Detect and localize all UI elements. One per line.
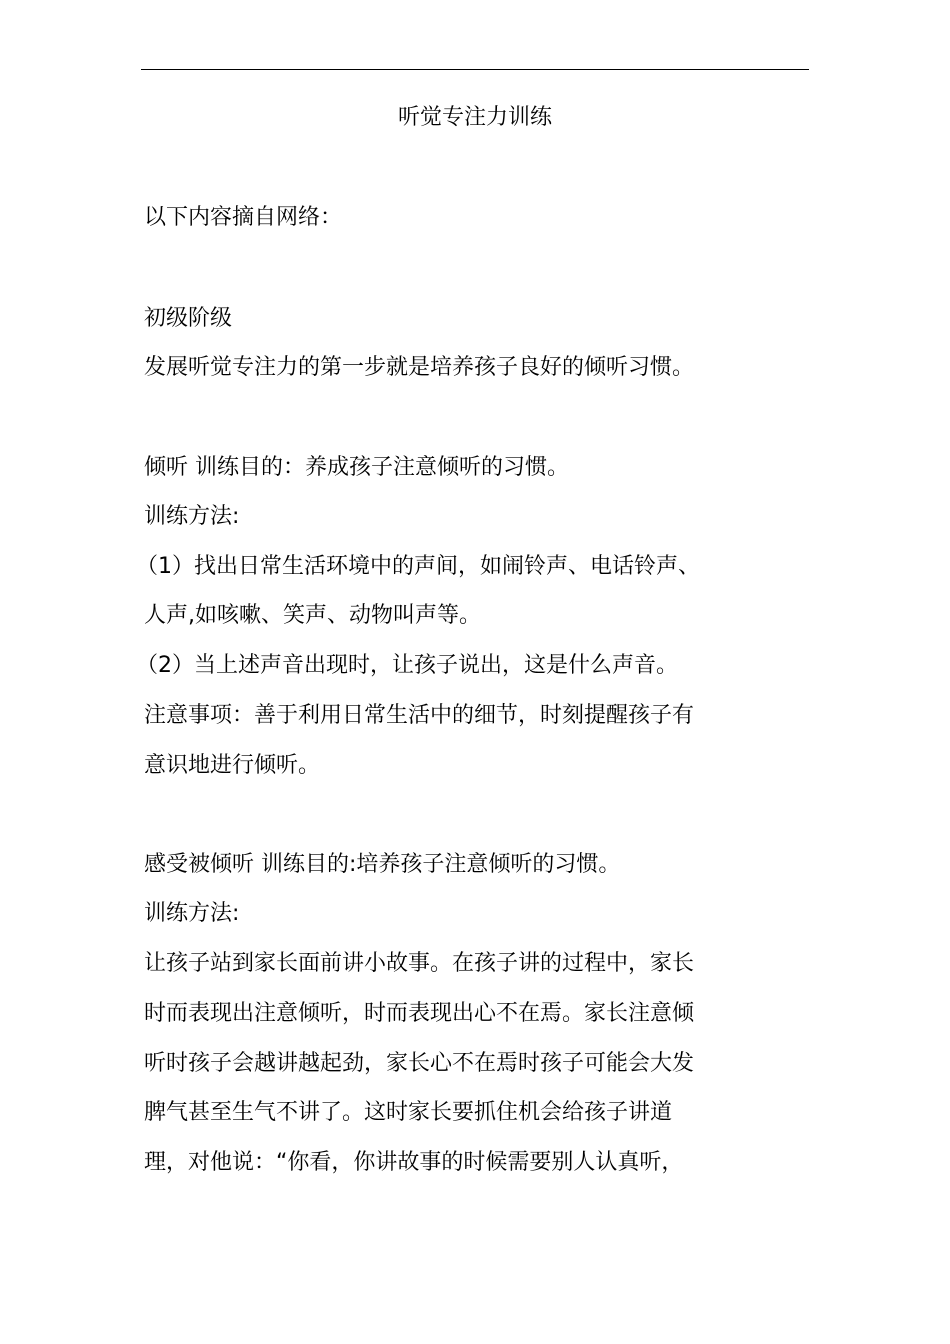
source-note: 以下内容摘自网络：	[144, 205, 343, 230]
section2-heading: 倾听 训练目的：养成孩子注意倾听的习惯。	[144, 455, 569, 480]
section3-body-line: 让孩子站到家长面前讲小故事。在孩子讲的过程中，家长	[144, 951, 695, 976]
section2-note-line2: 意识地进行倾听。	[144, 753, 321, 778]
section3-method-label: 训练方法:	[144, 901, 240, 926]
section1-intro: 发展听觉专注力的第一步就是培养孩子良好的倾听习惯。	[144, 355, 695, 380]
section3-body-line: 时而表现出注意倾听，时而表现出心不在焉。家长注意倾	[144, 1001, 695, 1026]
page-title: 听觉专注力训练	[397, 105, 552, 130]
section2-note-line1: 注意事项：善于利用日常生活中的细节，时刻提醒孩子有	[144, 703, 695, 728]
section2-step1-line1: （1）找出日常生活环境中的声间，如闹铃声、电话铃声、	[136, 554, 700, 579]
section3-body-line: 理，对他说：“你看，你讲故事的时候需要别人认真听，	[144, 1150, 684, 1175]
section1-heading: 初级阶级	[144, 306, 233, 331]
section2-method-label: 训练方法:	[144, 504, 240, 529]
section3-body-line: 听时孩子会越讲越起劲，家长心不在焉时孩子可能会大发	[144, 1051, 695, 1076]
section3-body-line: 脾气甚至生气不讲了。这时家长要抓住机会给孩子讲道	[144, 1100, 673, 1125]
section2-step1-line2: 人声,如咳嗽、笑声、动物叫声等。	[144, 603, 481, 628]
section3-heading: 感受被倾听 训练目的:培养孩子注意倾听的习惯。	[144, 852, 621, 877]
header-rule	[141, 69, 809, 70]
section2-step2: （2）当上述声音出现时，让孩子说出，这是什么声音。	[136, 653, 678, 678]
